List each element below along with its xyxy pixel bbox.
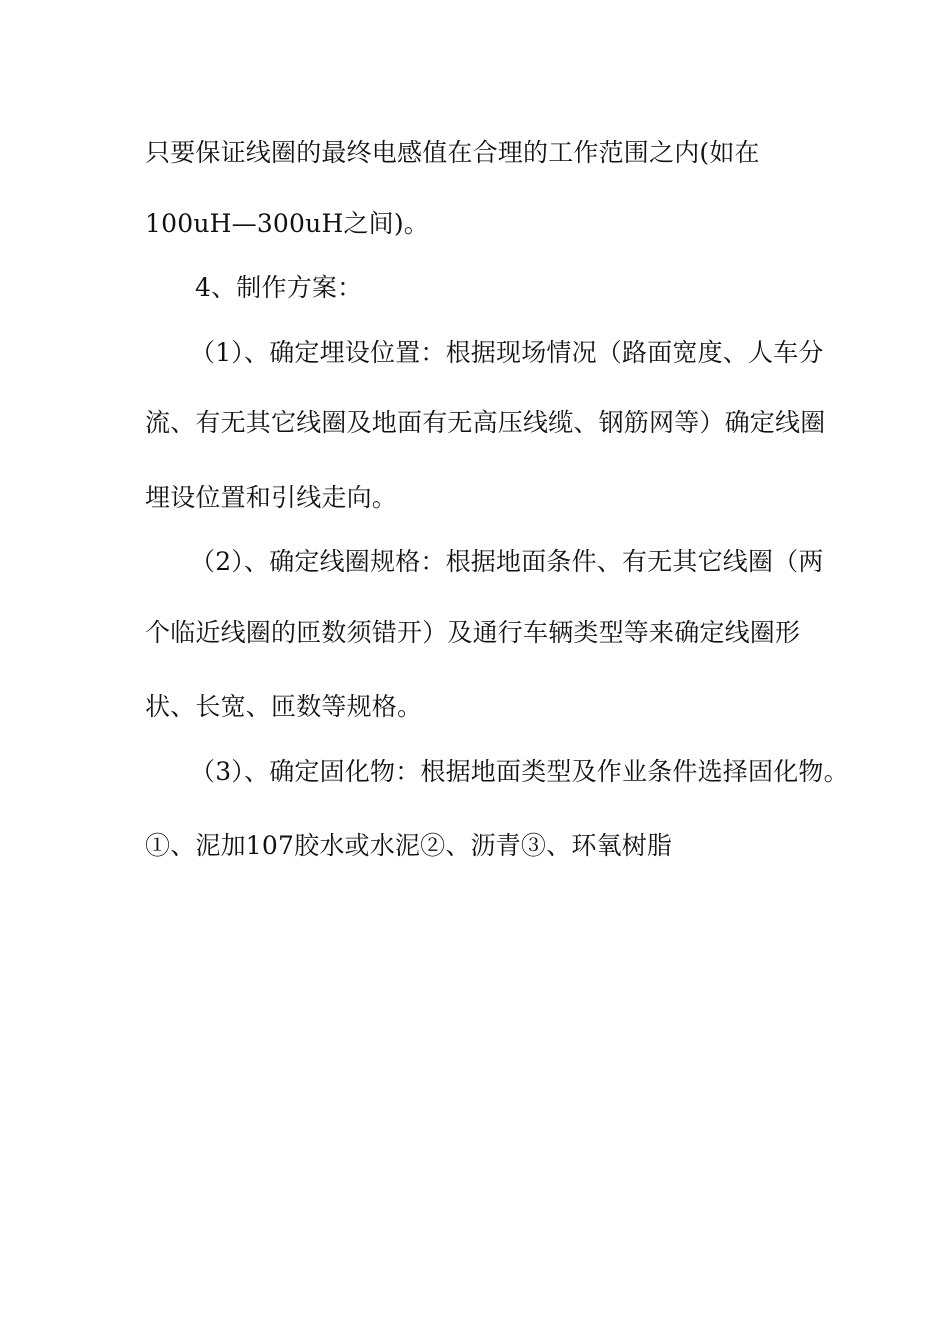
paragraph-line-1: 只要保证线圈的最终电感值在合理的工作范围之内(如在	[145, 138, 760, 167]
step-2-line-2: 个临近线圈的匝数须错开）及通行车辆类型等来确定线圈形	[145, 618, 801, 647]
step-1-line-1: （1）、确定埋设位置：根据现场情况（路面宽度、人车分	[190, 338, 824, 367]
step-1-line-2: 流、有无其它线圈及地面有无高压线缆、钢筋网等）确定线圈	[145, 408, 826, 437]
step-1-line-3: 埋设位置和引线走向。	[145, 483, 398, 512]
curing-material-options: ①、泥加107胶水或水泥②、沥青③、环氧树脂	[145, 831, 673, 860]
step-3-line-1: （3）、确定固化物：根据地面类型及作业条件选择固化物。	[190, 757, 849, 786]
step-2-line-3: 状、长宽、匝数等规格。	[145, 692, 423, 721]
step-2-line-1: （2）、确定线圈规格：根据地面条件、有无其它线圈（两	[190, 547, 824, 576]
paragraph-line-2: 100uH—300uH之间)。	[145, 209, 429, 238]
section-heading-4: 4、制作方案：	[195, 273, 363, 302]
